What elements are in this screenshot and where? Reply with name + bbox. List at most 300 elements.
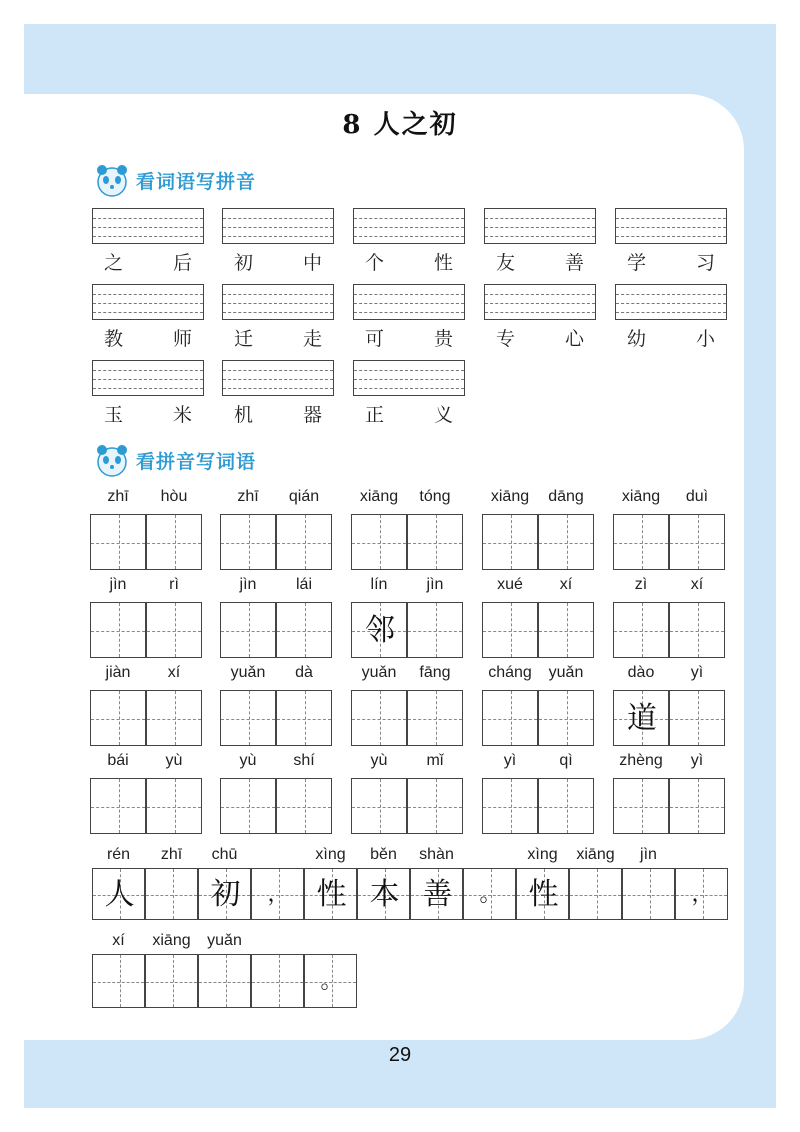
pinyin-label: tóng — [419, 488, 451, 505]
pinyin-label: yuǎn — [548, 664, 584, 681]
word-character: 义 — [433, 404, 453, 426]
pinyin-label: yuǎn — [230, 664, 266, 681]
cell-guide-vertical — [380, 691, 381, 745]
cell-guide-horizontal — [670, 631, 724, 632]
pinyin-writing-box[interactable] — [353, 284, 465, 320]
pinyin-label: xué — [497, 576, 523, 593]
cell-guide-horizontal — [199, 982, 250, 983]
word-label — [234, 248, 322, 275]
pinyin-label: hòu — [160, 488, 188, 505]
pinyin-label: lái — [295, 576, 312, 593]
word-character: 贵 — [433, 328, 453, 350]
writing-cell[interactable] — [276, 514, 332, 570]
pinyin-label: xiāng — [359, 488, 399, 505]
cell-guide-horizontal — [539, 807, 593, 808]
pinyin-guide-line — [485, 227, 595, 228]
pinyin-label: qì — [559, 752, 573, 769]
cell-guide-vertical — [305, 691, 306, 745]
cell-guide-vertical — [175, 603, 176, 657]
panda-icon — [92, 160, 132, 200]
pinyin-label: yì — [690, 752, 704, 769]
pinyin-guide-line — [223, 379, 333, 380]
writing-cell[interactable] — [669, 778, 725, 834]
cell-guide-horizontal — [352, 807, 406, 808]
pinyin-guide-line — [223, 312, 333, 313]
pinyin-label: xiāng — [490, 488, 530, 505]
cell-guide-vertical — [119, 779, 120, 833]
writing-cell[interactable] — [538, 690, 594, 746]
word-character: 走 — [302, 328, 322, 350]
cell-guide-vertical — [642, 603, 643, 657]
word-label — [496, 324, 584, 351]
writing-cell[interactable] — [622, 868, 675, 920]
pinyin-guide-line — [354, 303, 464, 304]
word-character: 友 — [496, 252, 516, 274]
writing-cell[interactable] — [613, 602, 669, 658]
writing-cell[interactable] — [351, 778, 407, 834]
word-label — [365, 248, 453, 275]
cell-guide-horizontal — [623, 895, 674, 896]
sentence-pinyin-label: xí — [112, 932, 125, 949]
writing-cell[interactable] — [304, 868, 357, 920]
writing-cell[interactable] — [198, 868, 251, 920]
page-number: 29 — [388, 1044, 412, 1066]
writing-cell[interactable] — [220, 778, 276, 834]
writing-cell[interactable] — [351, 514, 407, 570]
word-character: 可 — [365, 328, 385, 350]
pinyin-guide-line — [354, 312, 464, 313]
word-character: 玉 — [104, 404, 124, 426]
writing-cell[interactable] — [351, 602, 407, 658]
written-character: 初 — [210, 877, 241, 912]
cell-guide-horizontal — [91, 719, 145, 720]
sentence-pinyin-label: xìng — [527, 846, 558, 863]
word-label — [627, 324, 715, 351]
pinyin-label: xiāng — [621, 488, 661, 505]
writing-cell[interactable] — [407, 514, 463, 570]
pinyin-label: xí — [167, 664, 181, 681]
cell-guide-vertical — [642, 779, 643, 833]
cell-guide-horizontal — [408, 631, 462, 632]
cell-guide-horizontal — [352, 543, 406, 544]
writing-cell[interactable] — [90, 778, 146, 834]
section-heading-words-to-pinyin — [92, 160, 256, 200]
word-character: 机 — [234, 404, 254, 426]
written-character: 。 — [320, 969, 343, 994]
cell-guide-vertical — [642, 515, 643, 569]
pinyin-label: yù — [239, 752, 257, 769]
written-character: 本 — [369, 877, 400, 912]
writing-cell[interactable] — [675, 868, 728, 920]
pinyin-label: yù — [165, 752, 183, 769]
cell-guide-vertical — [380, 779, 381, 833]
written-character: 善 — [422, 877, 453, 912]
cell-guide-horizontal — [539, 631, 593, 632]
writing-cell[interactable] — [482, 778, 538, 834]
pinyin-label: fāng — [419, 664, 451, 681]
pinyin-guide-line — [616, 294, 726, 295]
pinyin-guide-line — [616, 227, 726, 228]
word-character: 之 — [104, 252, 124, 274]
pinyin-guide-line — [354, 379, 464, 380]
sentence-pinyin-label: xiāng — [152, 932, 191, 949]
pinyin-label: dāng — [548, 488, 584, 505]
pinyin-guide-line — [485, 218, 595, 219]
writing-cell[interactable] — [410, 868, 463, 920]
pinyin-writing-box[interactable] — [353, 208, 465, 244]
writing-cell[interactable] — [145, 954, 198, 1008]
writing-cell[interactable] — [516, 868, 569, 920]
cell-guide-vertical — [698, 515, 699, 569]
cell-guide-horizontal — [221, 719, 275, 720]
cell-guide-vertical — [698, 603, 699, 657]
cell-guide-horizontal — [408, 807, 462, 808]
cell-guide-vertical — [305, 603, 306, 657]
word-character: 正 — [365, 404, 385, 426]
cell-guide-vertical — [567, 779, 568, 833]
writing-cell[interactable] — [569, 868, 622, 920]
pinyin-label: bái — [107, 752, 129, 769]
cell-guide-vertical — [511, 779, 512, 833]
sentence-pinyin-label: shàn — [419, 846, 454, 863]
pinyin-guide-line — [354, 294, 464, 295]
pinyin-guide-line — [223, 294, 333, 295]
word-character: 米 — [172, 404, 192, 426]
writing-cell[interactable] — [304, 954, 357, 1008]
cell-guide-vertical — [305, 779, 306, 833]
pinyin-writing-box[interactable] — [222, 284, 334, 320]
pinyin-guide-line — [616, 236, 726, 237]
cell-guide-horizontal — [91, 631, 145, 632]
cell-guide-vertical — [119, 603, 120, 657]
cell-guide-vertical — [436, 515, 437, 569]
writing-cell[interactable] — [482, 602, 538, 658]
writing-cell[interactable] — [482, 690, 538, 746]
sentence-pinyin-label: xiāng — [576, 846, 615, 863]
writing-cell[interactable] — [407, 778, 463, 834]
pinyin-writing-box[interactable] — [92, 208, 204, 244]
cell-guide-vertical — [436, 779, 437, 833]
panda-icon — [92, 440, 132, 480]
word-label — [496, 248, 584, 275]
cell-guide-horizontal — [147, 807, 201, 808]
writing-cell[interactable] — [276, 690, 332, 746]
pinyin-guide-line — [93, 218, 203, 219]
written-character: 道 — [627, 701, 657, 736]
page-title: 8 人之初 — [342, 110, 458, 140]
word-label — [104, 400, 192, 427]
cell-guide-horizontal — [408, 543, 462, 544]
cell-guide-vertical — [175, 691, 176, 745]
cell-guide-horizontal — [614, 543, 668, 544]
writing-cell[interactable] — [90, 514, 146, 570]
cell-guide-vertical — [120, 955, 121, 1007]
cell-guide-vertical — [511, 515, 512, 569]
writing-cell[interactable] — [407, 690, 463, 746]
word-character: 教 — [104, 328, 124, 350]
word-character: 中 — [302, 252, 322, 274]
pinyin-guide-line — [354, 388, 464, 389]
pinyin-label: rì — [169, 576, 179, 593]
pinyin-label: dà — [295, 664, 313, 681]
cell-guide-horizontal — [91, 543, 145, 544]
writing-cell[interactable] — [146, 690, 202, 746]
cell-guide-vertical — [173, 869, 174, 919]
cell-guide-vertical — [119, 515, 120, 569]
writing-cell[interactable] — [251, 954, 304, 1008]
writing-cell[interactable] — [220, 514, 276, 570]
cell-guide-vertical — [650, 869, 651, 919]
written-character: 性 — [316, 877, 347, 912]
pinyin-label: yuǎn — [361, 664, 397, 681]
cell-guide-horizontal — [570, 895, 621, 896]
pinyin-writing-box[interactable] — [615, 208, 727, 244]
word-character: 幼 — [627, 328, 647, 350]
cell-guide-horizontal — [277, 719, 331, 720]
cell-guide-vertical — [279, 955, 280, 1007]
pinyin-guide-line — [93, 236, 203, 237]
writing-cell[interactable] — [146, 514, 202, 570]
pinyin-label: dào — [627, 664, 655, 681]
pinyin-guide-line — [223, 303, 333, 304]
word-label — [104, 324, 192, 351]
sentence-pinyin-label: xìng — [315, 846, 346, 863]
pinyin-label: zì — [634, 576, 648, 593]
word-character: 迁 — [234, 328, 254, 350]
pinyin-guide-line — [354, 218, 464, 219]
section-heading-label: 看拼音写词语 — [136, 450, 257, 473]
writing-cell[interactable] — [351, 690, 407, 746]
pinyin-writing-box[interactable] — [353, 360, 465, 396]
cell-guide-vertical — [249, 779, 250, 833]
cell-guide-vertical — [249, 691, 250, 745]
word-character: 个 — [365, 252, 385, 274]
pinyin-label: duì — [685, 488, 709, 505]
cell-guide-horizontal — [670, 543, 724, 544]
writing-cell[interactable] — [669, 690, 725, 746]
pinyin-guide-line — [485, 303, 595, 304]
section-heading-pinyin-to-words — [92, 440, 256, 480]
pinyin-writing-box[interactable] — [615, 284, 727, 320]
section-heading-label: 看词语写拼音 — [136, 170, 257, 193]
sentence-pinyin-label: rén — [106, 846, 131, 863]
writing-cell[interactable] — [146, 778, 202, 834]
pinyin-label: jìn — [426, 576, 444, 593]
pinyin-label: yù — [370, 752, 388, 769]
word-label — [104, 248, 192, 275]
pinyin-writing-box[interactable] — [484, 208, 596, 244]
cell-guide-vertical — [305, 515, 306, 569]
cell-guide-horizontal — [483, 631, 537, 632]
pinyin-guide-line — [93, 370, 203, 371]
cell-guide-horizontal — [670, 719, 724, 720]
pinyin-guide-line — [485, 312, 595, 313]
writing-cell[interactable] — [407, 602, 463, 658]
cell-guide-vertical — [226, 955, 227, 1007]
pinyin-label: xí — [559, 576, 573, 593]
word-character: 小 — [695, 328, 715, 350]
writing-cell[interactable] — [92, 954, 145, 1008]
written-character: 性 — [528, 877, 559, 912]
cell-guide-horizontal — [483, 719, 537, 720]
pinyin-guide-line — [93, 227, 203, 228]
pinyin-guide-line — [223, 227, 333, 228]
word-character: 学 — [627, 252, 647, 274]
pinyin-label: cháng — [488, 664, 532, 681]
sentence-pinyin-label: yuǎn — [207, 932, 242, 949]
pinyin-guide-line — [93, 388, 203, 389]
word-character: 器 — [302, 404, 322, 426]
pinyin-guide-line — [93, 303, 203, 304]
cell-guide-vertical — [698, 691, 699, 745]
pinyin-guide-line — [616, 218, 726, 219]
writing-cell[interactable] — [613, 690, 669, 746]
pinyin-label: zhī — [107, 488, 129, 505]
word-label — [234, 400, 322, 427]
pinyin-label: qián — [288, 488, 320, 505]
writing-cell[interactable] — [276, 778, 332, 834]
writing-cell[interactable] — [538, 514, 594, 570]
writing-cell[interactable] — [92, 868, 145, 920]
cell-guide-vertical — [698, 779, 699, 833]
cell-guide-vertical — [119, 691, 120, 745]
cell-guide-horizontal — [352, 719, 406, 720]
word-character: 善 — [564, 252, 584, 274]
cell-guide-vertical — [567, 691, 568, 745]
writing-cell[interactable] — [251, 868, 304, 920]
pinyin-label: jiàn — [105, 664, 131, 681]
word-character: 初 — [234, 252, 254, 274]
cell-guide-horizontal — [221, 807, 275, 808]
cell-guide-vertical — [249, 603, 250, 657]
pinyin-guide-line — [485, 236, 595, 237]
pinyin-label: shí — [293, 752, 315, 769]
writing-cell[interactable] — [613, 514, 669, 570]
pinyin-label: jìn — [239, 576, 257, 593]
cell-guide-horizontal — [146, 982, 197, 983]
writing-cell[interactable] — [220, 690, 276, 746]
cell-guide-horizontal — [146, 895, 197, 896]
writing-cell[interactable] — [276, 602, 332, 658]
cell-guide-horizontal — [252, 982, 303, 983]
cell-guide-horizontal — [147, 543, 201, 544]
word-label — [627, 248, 715, 275]
cell-guide-vertical — [567, 515, 568, 569]
pinyin-guide-line — [223, 370, 333, 371]
writing-cell[interactable] — [463, 868, 516, 920]
sentence-pinyin-label: jìn — [640, 846, 657, 863]
cell-guide-vertical — [436, 691, 437, 745]
pinyin-writing-box[interactable] — [222, 208, 334, 244]
pinyin-guide-line — [93, 294, 203, 295]
writing-cell[interactable] — [220, 602, 276, 658]
cell-guide-vertical — [249, 515, 250, 569]
pinyin-writing-box[interactable] — [92, 360, 204, 396]
word-character: 专 — [496, 328, 516, 350]
pinyin-guide-line — [485, 294, 595, 295]
writing-cell[interactable] — [538, 778, 594, 834]
word-character: 后 — [172, 252, 192, 274]
writing-cell[interactable] — [669, 514, 725, 570]
pinyin-guide-line — [93, 379, 203, 380]
written-character: ， — [691, 882, 714, 907]
cell-guide-horizontal — [91, 807, 145, 808]
cell-guide-horizontal — [277, 543, 331, 544]
cell-guide-horizontal — [277, 807, 331, 808]
cell-guide-horizontal — [670, 807, 724, 808]
cell-guide-vertical — [597, 869, 598, 919]
pinyin-guide-line — [354, 227, 464, 228]
writing-cell[interactable] — [90, 602, 146, 658]
word-character: 师 — [172, 328, 192, 350]
pinyin-label: lín — [370, 576, 388, 593]
word-character: 习 — [695, 252, 715, 274]
cell-guide-vertical — [175, 779, 176, 833]
written-character: 人 — [104, 877, 135, 912]
word-label — [365, 324, 453, 351]
pinyin-writing-box[interactable] — [484, 284, 596, 320]
pinyin-guide-line — [354, 236, 464, 237]
writing-cell[interactable] — [357, 868, 410, 920]
pinyin-guide-line — [223, 218, 333, 219]
writing-cell[interactable] — [669, 602, 725, 658]
cell-guide-vertical — [175, 515, 176, 569]
written-character: 邻 — [365, 613, 395, 648]
cell-guide-vertical — [380, 515, 381, 569]
writing-cell[interactable] — [145, 868, 198, 920]
pinyin-label: zhī — [237, 488, 259, 505]
writing-cell[interactable] — [538, 602, 594, 658]
pinyin-writing-box[interactable] — [92, 284, 204, 320]
pinyin-label: zhèng — [619, 752, 663, 769]
writing-cell[interactable] — [482, 514, 538, 570]
written-character: 。 — [479, 882, 502, 907]
cell-guide-horizontal — [483, 543, 537, 544]
pinyin-label: yì — [690, 664, 704, 681]
cell-guide-horizontal — [614, 631, 668, 632]
pinyin-guide-line — [223, 236, 333, 237]
cell-guide-horizontal — [539, 543, 593, 544]
writing-cell[interactable] — [146, 602, 202, 658]
cell-guide-vertical — [511, 691, 512, 745]
pinyin-writing-box[interactable] — [222, 360, 334, 396]
cell-guide-vertical — [511, 603, 512, 657]
word-character: 心 — [564, 328, 584, 350]
word-label — [365, 400, 453, 427]
cell-guide-horizontal — [277, 631, 331, 632]
pinyin-guide-line — [93, 312, 203, 313]
pinyin-guide-line — [616, 303, 726, 304]
cell-guide-vertical — [567, 603, 568, 657]
pinyin-label: jìn — [109, 576, 127, 593]
sentence-pinyin-label: běn — [370, 846, 397, 863]
sentence-pinyin-label: chū — [211, 846, 238, 863]
word-character: 性 — [433, 252, 453, 274]
cell-guide-horizontal — [221, 543, 275, 544]
cell-guide-horizontal — [614, 807, 668, 808]
writing-cell[interactable] — [198, 954, 251, 1008]
cell-guide-horizontal — [408, 719, 462, 720]
cell-guide-vertical — [173, 955, 174, 1007]
pinyin-guide-line — [354, 370, 464, 371]
cell-guide-horizontal — [93, 982, 144, 983]
written-character: ， — [267, 882, 290, 907]
writing-cell[interactable] — [613, 778, 669, 834]
cell-guide-horizontal — [221, 631, 275, 632]
cell-guide-vertical — [436, 603, 437, 657]
pinyin-label: mǐ — [426, 752, 444, 769]
writing-cell[interactable] — [90, 690, 146, 746]
